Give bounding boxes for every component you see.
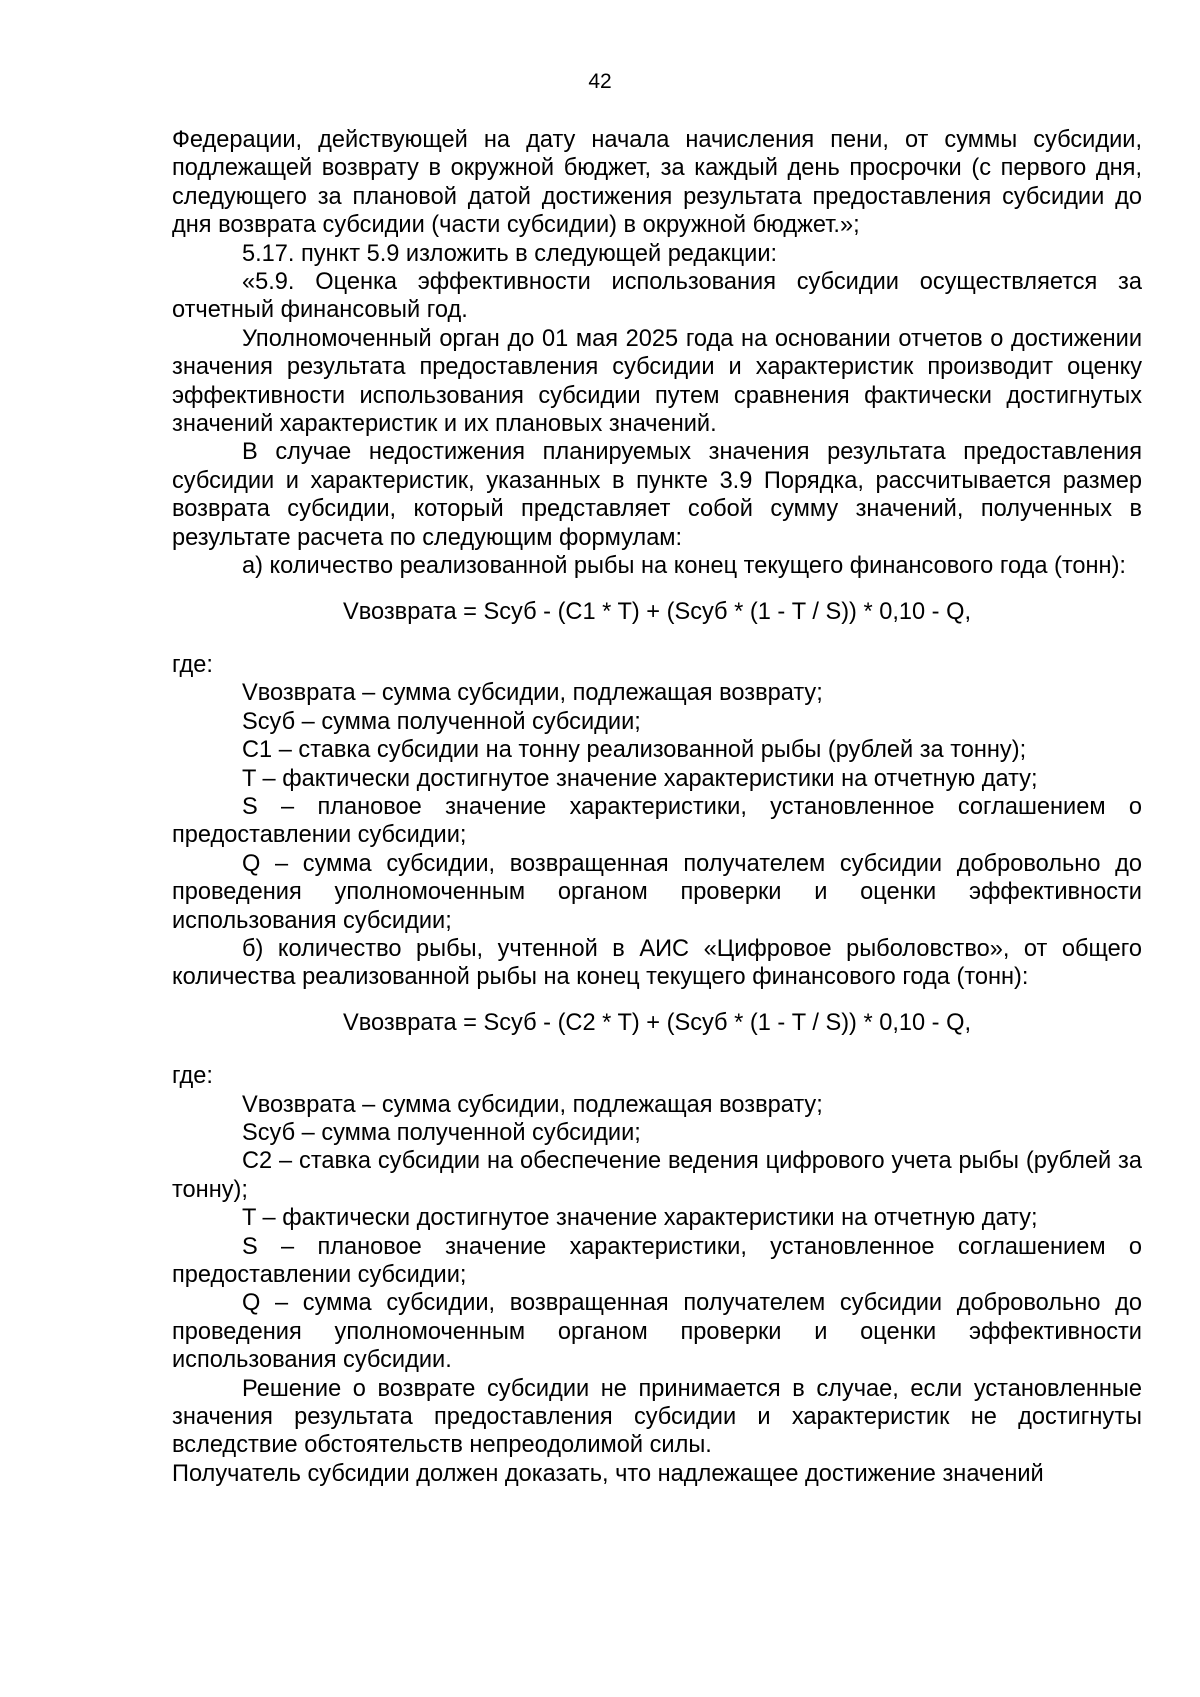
paragraph: T – фактически достигнутое значение характеристики на отчетную дату; — [242, 765, 1038, 792]
paragraph: Решение о возврате субсидии не принимается в случае, если установленные значения результата предоставления субсидии и характеристик не достигнуты вследствие обстоятельств непреодолимой силы. — [172, 1375, 1142, 1459]
paragraph: 5.17. пункт 5.9 изложить в следующей редакции: — [242, 240, 778, 267]
paragraph: Уполномоченный орган до 01 мая 2025 года на основании отчетов о достижении значения результата предоставления субсидии и характеристик производит оценку эффективности использования субсидии путем сравнения фактически достигнутых значений характеристик и их плановых значений. — [172, 325, 1142, 438]
paragraph: Q – сумма субсидии, возвращенная получателем субсидии добровольно до проведения уполномоченным органом проверки и оценки эффективности использования субсидии. — [172, 1290, 1142, 1374]
paragraph: б) количество рыбы, учтенной в АИС «Цифровое рыболовство», от общего количества реализованной рыбы на конец текущего финансового года (тонн): — [172, 935, 1142, 991]
page-number: 42 — [588, 70, 612, 93]
paragraph: Q – сумма субсидии, возвращенная получателем субсидии добровольно до проведения уполномоченным органом проверки и оценки эффективности использования субсидии; — [172, 850, 1142, 934]
paragraph: В случае недостижения планируемых значения результата предоставления субсидии и характеристик, указанных в пункте 3.9 Порядка, рассчитывается размер возврата субсидии, который представляет собой сумму значений, полученных в результате расчета по следующим формулам: — [172, 439, 1142, 551]
paragraph: Vвозврата – сумма субсидии, подлежащая возврату; — [242, 1091, 823, 1118]
paragraph: C1 – ставка субсидии на тонну реализованной рыбы (рублей за тонну); — [242, 737, 1027, 764]
document-body — [172, 126, 1142, 1488]
paragraph: а) количество реализованной рыбы на конец текущего финансового года (тонн): — [242, 553, 1126, 580]
paragraph: S – плановое значение характеристики, установленное соглашением о предоставлении субсидии; — [172, 1233, 1142, 1289]
formula-legend-heading: где: — [172, 1063, 213, 1090]
paragraph: Федерации, действующей на дату начала начисления пени, от суммы субсидии, подлежащей возврату в окружной бюджет, за каждый день просрочки (с первого дня, следующего за плановой датой достижения результата предоставления субсидии до дня возврата субсидии (части субсидии) в окружной бюджет.»; — [172, 127, 1142, 239]
paragraph: Sсуб – сумма полученной субсидии; — [242, 708, 641, 735]
paragraph: Получатель субсидии должен доказать, что надлежащее достижение значений — [172, 1460, 1044, 1487]
paragraph: Sсуб – сумма полученной субсидии; — [242, 1120, 641, 1146]
formula: Vвозврата = Sсуб - (C2 * T) + (Sсуб * (1 - T / S)) * 0,10 - Q, — [343, 1009, 971, 1036]
paragraph: Vвозврата – сумма субсидии, подлежащая возврату; — [242, 680, 823, 707]
paragraph: S – плановое значение характеристики, установленное соглашением о предоставлении субсидии; — [172, 793, 1142, 849]
paragraph: «5.9. Оценка эффективности использования субсидии осуществляется за отчетный финансовый год. — [172, 269, 1142, 324]
paragraph: C2 – ставка субсидии на обеспечение ведения цифрового учета рыбы (рублей за тонну); — [172, 1148, 1142, 1203]
formula-legend-heading: где: — [172, 651, 213, 678]
formula: Vвозврата = Sсуб - (C1 * T) + (Sсуб * (1 - T / S)) * 0,10 - Q, — [343, 598, 971, 625]
paragraph: T – фактически достигнутое значение характеристики на отчетную дату; — [242, 1205, 1038, 1232]
